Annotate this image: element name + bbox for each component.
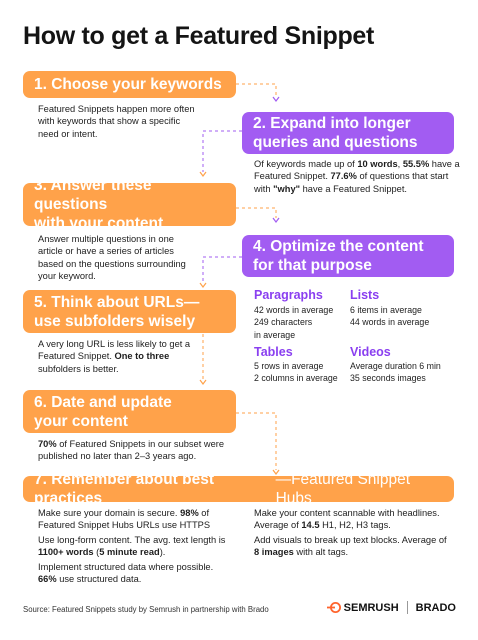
- optimize-videos-heading: Videos: [350, 345, 391, 359]
- brand-logos: [327, 601, 456, 614]
- optimize-paragraphs-text: 42 words in average 249 characters in average: [254, 305, 334, 340]
- step-5-text: A very long URL is less likely to get a Featured Snippet. One to three subfolders is better.: [38, 339, 191, 374]
- semrush-logo-icon: [327, 602, 341, 613]
- step-6-text: 70% of Featured Snippets in our subset were published no later than 2–3 years ago.: [38, 439, 225, 462]
- optimize-paragraphs-heading: Paragraphs: [254, 288, 323, 302]
- connector-2-3: [203, 131, 242, 172]
- source-note: Source: Featured Snippets study by Semrush in partnership with Brado: [23, 605, 269, 614]
- best-practice-headlines: Make your content scannable with headlines. Average of 14.5 H1, H2, H3 tags.: [254, 508, 440, 531]
- optimize-tables-heading: Tables: [254, 345, 293, 359]
- step-2-text: Of keywords made up of 10 words, 55.5% have a Featured Snippet. 77.6% of questions that start with "why" have a Featured Snippet.: [254, 159, 460, 194]
- down-arrow-icon: [200, 380, 206, 384]
- step-5-heading: 5. Think about URLs— use subfolders wisely: [23, 290, 236, 333]
- optimize-lists-text: 6 items in average 44 words in average: [350, 305, 430, 328]
- step-1-heading: 1. Choose your keywords: [23, 71, 236, 98]
- best-practice-visuals: Add visuals to break up text blocks. Average of 8 images with alt tags.: [254, 535, 447, 558]
- connector-3-4: [236, 208, 276, 218]
- step-7-heading: 7. Remember about best practices —Featured Snippet Hubs: [23, 476, 454, 502]
- optimize-videos-text: Average duration 6 min 35 seconds images: [350, 361, 441, 384]
- optimize-lists-heading: Lists: [350, 288, 380, 302]
- connector-1-2: [236, 84, 276, 97]
- step-3-text: Answer multiple questions in one article or have a series of articles based on the questions surrounding your keyword.: [38, 234, 186, 281]
- best-practice-long-form: Use long-form content. The avg. text length is 1100+ words (5 minute read).: [38, 535, 226, 558]
- connector-6-7: [236, 413, 276, 470]
- brand-divider: [407, 601, 408, 614]
- step-3-heading: 3. Answer these questions with your content: [23, 183, 236, 226]
- down-arrow-icon: [200, 283, 206, 287]
- step-1-text: Featured Snippets happen more often with keywords that show a specific need or intent.: [38, 104, 195, 139]
- down-arrow-icon: [273, 218, 279, 222]
- optimize-tables-text: 5 rows in average 2 columns in average: [254, 361, 338, 384]
- down-arrow-icon: [273, 97, 279, 101]
- best-practice-https: Make sure your domain is secure. 98% of Featured Snippet Hubs URLs use HTTPS: [38, 508, 211, 531]
- page-title: How to get a Featured Snippet: [23, 22, 375, 50]
- step-2-heading: 2. Expand into longer queries and questions: [242, 112, 454, 154]
- step-6-heading: 6. Date and update your content: [23, 390, 236, 433]
- connector-4-5: [203, 257, 242, 283]
- best-practice-structured-data: Implement structured data where possible. 66% use structured data.: [38, 562, 214, 585]
- step-4-heading: 4. Optimize the content for that purpose: [242, 235, 454, 277]
- brado-logo: BRADO: [415, 601, 456, 614]
- semrush-logo: SEMRUSH: [327, 602, 399, 614]
